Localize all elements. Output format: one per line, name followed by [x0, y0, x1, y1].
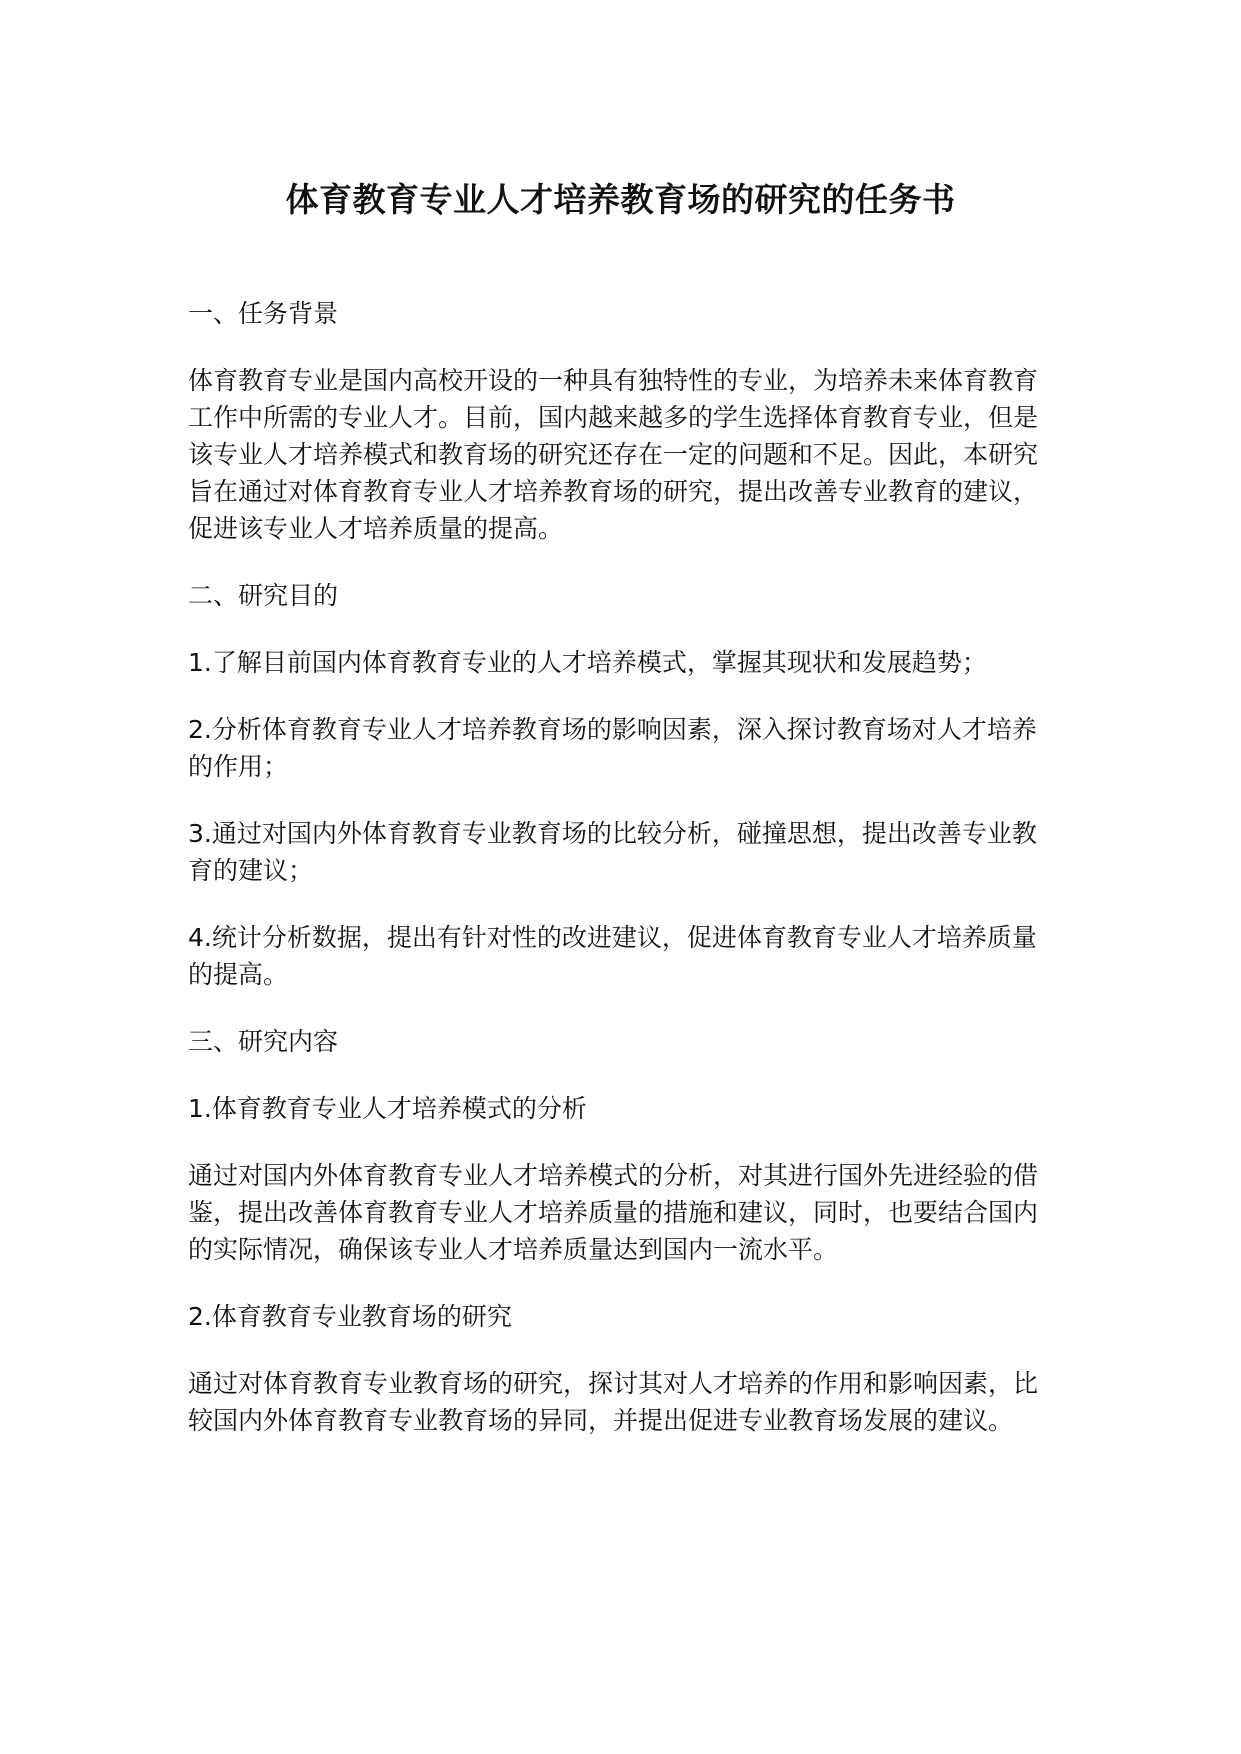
document-title: 体育教育专业人才培养教育场的研究的任务书 — [285, 180, 956, 219]
section-heading-content: 三、研究内容 — [188, 1027, 339, 1056]
purpose-item-4: 4.统计分析数据，提出有针对性的改进建议，促进体育教育专业人才培养质量的提高。 — [188, 923, 1037, 989]
purpose-item-2: 2.分析体育教育专业人才培养教育场的影响因素，深入探讨教育场对人才培养的作用； — [188, 715, 1037, 781]
content-sub-paragraph-1: 通过对国内外体育教育专业人才培养模式的分析，对其进行国外先进经验的借鉴，提出改善体育教育专业人才培养质量的措施和建议，同时，也要结合国内的实际情况，确保该专业人才培养质量达到国内一流水平。 — [188, 1161, 1039, 1264]
section-heading-purpose: 二、研究目的 — [188, 581, 339, 610]
content-sub-heading-2: 2.体育教育专业教育场的研究 — [188, 1302, 512, 1331]
purpose-item-1: 1.了解目前国内体育教育专业的人才培养模式，掌握其现状和发展趋势； — [188, 648, 987, 677]
document-body — [188, 295, 1088, 1469]
content-sub-heading-1: 1.体育教育专业人才培养模式的分析 — [188, 1094, 587, 1123]
purpose-item-3: 3.通过对国内外体育教育专业教育场的比较分析，碰撞思想，提出改善专业教育的建议； — [188, 819, 1037, 885]
section-heading-background: 一、任务背景 — [188, 299, 339, 328]
background-paragraph: 体育教育专业是国内高校开设的一种具有独特性的专业，为培养未来体育教育工作中所需的专业人才。目前，国内越来越多的学生选择体育教育专业，但是该专业人才培养模式和教育场的研究还存在一定的问题和不足。因此，本研究旨在通过对体育教育专业人才培养教育场的研究，提出改善专业教育的建议，促进该专业人才培养质量的提高。 — [188, 366, 1039, 543]
content-sub-paragraph-2: 通过对体育教育专业教育场的研究，探讨其对人才培养的作用和影响因素，比较国内外体育教育专业教育场的异同，并提出促进专业教育场发展的建议。 — [188, 1369, 1039, 1435]
